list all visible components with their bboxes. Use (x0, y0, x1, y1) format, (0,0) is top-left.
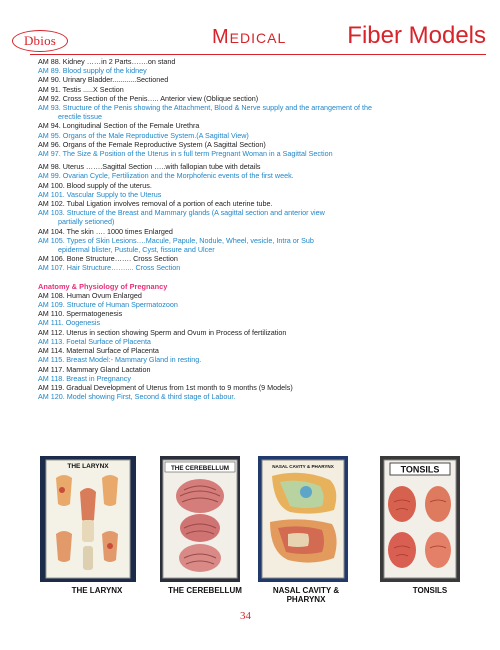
list-item: AM 106. Bone Structure……. Cross Section (38, 254, 178, 264)
nasal-board-label: NASAL CAVITY & PHARYNX (272, 464, 334, 469)
list-item: AM 108. Human Ovum Enlarged (38, 290, 142, 300)
list-item: AM 103. Structure of the Breast and Mammary glands (A sagittal section and anterior view (38, 208, 325, 218)
list-item: AM 93. Structure of the Penis showing the Attachment, Blood & Nerve supply and the arrangement of the (38, 103, 373, 113)
list-item: AM 91. Testis .....X Section (38, 84, 124, 94)
list-item: AM 97. The Size & Position of the Uterus in s full term Pregnant Woman in a Sagittal Section (38, 149, 333, 159)
list-item: AM 89. Blood supply of the kidney (38, 66, 147, 76)
caption-cerebellum: THE CEREBELLUM (168, 586, 242, 595)
list-item: AM 92. Cross Section of the Penis….. Anterior view (Oblique section) (38, 93, 259, 103)
list-item: AM 107. Hair Structure…….... Cross Section (38, 263, 181, 273)
list-item: AM 115. Breast Model:- Mammary Gland in resting. (38, 355, 202, 365)
list-item: AM 96. Organs of the Female Reproductive System (A Sagittal Section) (38, 139, 266, 149)
list-item: AM 98. Uterus …….Sagittal Section …..with fallopian tube with details (38, 162, 261, 172)
section-heading: Anatomy & Physiology of Pregnancy (38, 281, 168, 291)
list-spacer (38, 273, 478, 282)
caption-nasal-line2: PHARYNX (286, 595, 326, 604)
cerebellum-board-label: THE CEREBELLUM (170, 465, 230, 472)
page-title: Fiber Models (347, 22, 486, 49)
photo-strip (40, 456, 480, 584)
list-item: AM 100. Blood supply of the uterus. (38, 180, 152, 190)
brand-logo: Dbios (12, 30, 68, 52)
list-item: AM 109. Structure of Human Spermatozoon (38, 300, 178, 310)
list-item-continuation: erectile tissue (58, 112, 102, 122)
nasal-cavity-photo (258, 456, 348, 582)
list-item: AM 102. Tubal Ligation involves removal of a portion of each uterine tube. (38, 199, 273, 209)
header-rule (30, 54, 486, 55)
list-item: AM 99. Ovarian Cycle, Fertilization and the Morphofenic events of the first week. (38, 171, 294, 181)
list-item: AM 104. The skin …. 1000 times Enlarged (38, 226, 173, 236)
list-item: AM 94. Longitudinal Section of the Female Urethra (38, 121, 200, 131)
list-item: AM 90. Urinary Bladder............Sectioned (38, 75, 169, 85)
list-item: AM 114. Maternal Surface of Placenta (38, 346, 159, 356)
list-item: AM 111. Oogenesis (38, 318, 101, 328)
caption-tonsils: TONSILS (412, 586, 448, 595)
list-item: AM 113. Foetal Surface of Placenta (38, 336, 151, 346)
list-item-continuation: partially setioned) (58, 217, 115, 227)
list-item: AM 110. Spermatogenesis (38, 309, 123, 319)
page-number: 34 (240, 610, 251, 622)
list-item: AM 105. Types of Skin Lesions….Macule, Papule, Nodule, Wheel, vesicle, Intra or Sub (38, 235, 314, 245)
cerebellum-photo (160, 456, 240, 582)
caption-nasal-line1: NASAL CAVITY & (272, 586, 340, 595)
list-item: AM 95. Organs of the Male Reproductive System.(A Sagittal View) (38, 130, 249, 140)
list-item: AM 119. Gradual Development of Uterus from 1st month to 9 months (9 Models) (38, 382, 293, 392)
list-item: AM 118. Breast in Pregnancy (38, 373, 131, 383)
caption-nasal (258, 586, 354, 604)
tonsils-board-label: TONSILS (400, 464, 440, 475)
tonsils-photo (380, 456, 460, 582)
list-item: AM 88. Kidney ……in 2 Parts…….on stand (38, 57, 176, 66)
category-heading: Medical (212, 26, 287, 48)
model-list (38, 57, 478, 401)
list-item-continuation: epidermal blister, Pustule, Cyst, fissure and Ulcer (58, 245, 215, 255)
list-item: AM 117. Mammary Gland Lactation (38, 364, 151, 374)
larynx-photo (40, 456, 136, 582)
list-item: AM 112. Uterus in section showing Sperm and Ovum in Process of fertilization (38, 327, 287, 337)
list-item: AM 101. Vascular Supply to the Uterus (38, 189, 162, 199)
larynx-board-label: THE LARYNX (67, 463, 109, 470)
caption-larynx: THE LARYNX (71, 586, 123, 595)
list-item: AM 120. Model showing First, Second & third stage of Labour. (38, 392, 236, 402)
